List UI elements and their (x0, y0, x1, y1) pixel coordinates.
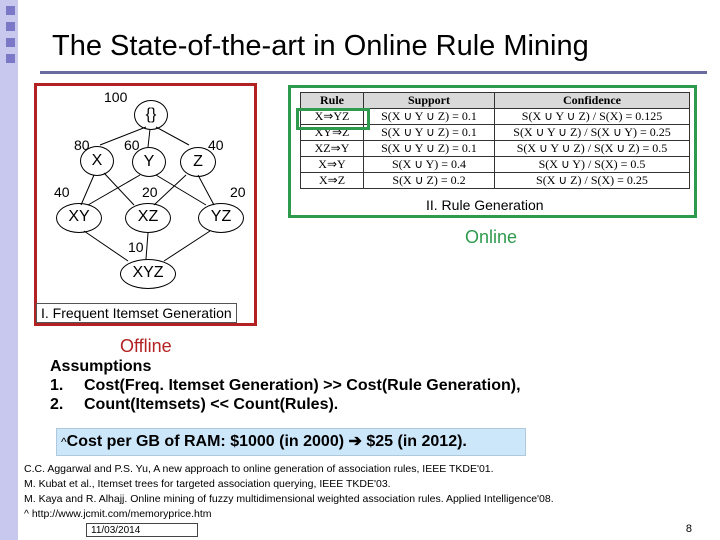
count-root: 100 (104, 89, 128, 105)
footer-date: 11/03/2014 (86, 523, 198, 537)
edge-x-xy (81, 175, 94, 205)
table-row (301, 141, 690, 157)
count-x: 80 (74, 137, 90, 153)
sidebar-decoration (0, 0, 18, 540)
assumption-number: 2. (50, 396, 64, 413)
edge-y-xy (88, 175, 140, 205)
footnote-marker: ^ (61, 435, 67, 449)
edge-x-xz (104, 173, 134, 205)
table-row (301, 173, 690, 189)
node-z-label: Z (193, 153, 203, 170)
count-xy: 40 (54, 184, 70, 200)
reference-item: M. Kaya and R. Alhajj. Online mining of fuzzy multidimensional weighted association rules. Applied Intelligence'08. (24, 493, 554, 505)
sidebar-square (6, 6, 15, 15)
rule-cell: X⇒Z (301, 173, 364, 189)
col-header-confidence: Confidence (495, 93, 690, 109)
support-cell: S(X ∪ Y) = 0.4 (364, 157, 495, 173)
references (24, 462, 554, 522)
rule-cell: XY⇒Z (301, 125, 364, 141)
rule-cell: X⇒Y (301, 157, 364, 173)
edge-xy-xyz (84, 231, 128, 261)
edge-root-z (156, 127, 189, 145)
node-x-label: X (91, 152, 103, 169)
support-cell: S(X ∪ Y ∪ Z) = 0.1 (364, 109, 495, 125)
offline-label: Offline (120, 336, 172, 356)
online-label: Online (465, 227, 518, 247)
reference-item: ^ http://www.jcmit.com/memoryprice.htm (24, 508, 212, 520)
col-header-rule: Rule (301, 93, 364, 109)
col-header-support: Support (364, 93, 495, 109)
support-cell: S(X ∪ Z) = 0.2 (364, 173, 495, 189)
confidence-cell: S(X ∪ Z) / S(X) = 0.25 (495, 173, 690, 189)
cost-text: Cost per GB of RAM: $1000 (in 2000) (66, 433, 345, 450)
rule-cell: XZ⇒Y (301, 141, 364, 157)
slide-title: The State-of-the-art in Online Rule Mining (52, 30, 589, 62)
rules-table (300, 92, 690, 189)
sidebar-square (6, 38, 15, 47)
arrow-right-icon: ➔ (348, 433, 362, 450)
edge-xz-xyz (146, 233, 148, 259)
node-xyz-label: XYZ (132, 264, 164, 281)
sidebar-square (6, 54, 15, 63)
rule-caption: II. Rule Generation (426, 197, 544, 213)
support-cell: S(X ∪ Y ∪ Z) = 0.1 (364, 125, 495, 141)
table-row (301, 157, 690, 173)
support-cell: S(X ∪ Y ∪ Z) = 0.1 (364, 141, 495, 157)
edge-yz-xyz (164, 231, 210, 261)
count-z: 40 (208, 137, 224, 153)
assumption-item (50, 376, 521, 395)
ram-cost-note (56, 428, 526, 456)
title-underline (40, 71, 707, 74)
count-xz: 20 (142, 184, 158, 200)
confidence-cell: S(X ∪ Y) / S(X) = 0.5 (495, 157, 690, 173)
cost-text-2012: $25 (in 2012). (366, 433, 467, 450)
confidence-cell: S(X ∪ Y ∪ Z) / S(X) = 0.125 (495, 109, 690, 125)
node-root-label: {} (145, 106, 157, 123)
count-yz: 20 (230, 184, 246, 200)
assumptions-block (50, 357, 521, 414)
table-header-row (301, 93, 690, 109)
assumption-text: Count(Itemsets) << Count(Rules). (84, 396, 339, 413)
count-xyz: 10 (128, 239, 144, 255)
confidence-cell: S(X ∪ Y ∪ Z) / S(X ∪ Z) = 0.5 (495, 141, 690, 157)
page-number: 8 (685, 523, 692, 535)
assumptions-heading: Assumptions (50, 358, 152, 375)
assumption-item (50, 395, 521, 414)
node-xz-label: XZ (137, 208, 159, 225)
edge-z-yz (198, 175, 214, 205)
node-y-label: Y (143, 153, 155, 170)
rule-cell: X⇒YZ (301, 109, 364, 125)
confidence-cell: S(X ∪ Y ∪ Z) / S(X ∪ Y) = 0.25 (495, 125, 690, 141)
assumption-number: 1. (50, 377, 64, 394)
assumption-text: Cost(Freq. Itemset Generation) >> Cost(Rule Generation), (84, 377, 521, 394)
edge-root-y (148, 129, 150, 147)
reference-item: C.C. Aggarwal and P.S. Yu, A new approach to online generation of association rules, IEEE TKDE'01. (24, 463, 494, 475)
node-xy-label: XY (68, 208, 90, 225)
count-y: 60 (124, 137, 140, 153)
lattice-caption: I. Frequent Itemset Generation (36, 303, 237, 323)
reference-item: M. Kubat et al., Itemset trees for targeted association querying, IEEE TKDE'03. (24, 478, 391, 490)
highlight-first-rule (296, 108, 370, 130)
node-yz-label: YZ (210, 208, 232, 225)
sidebar-square (6, 22, 15, 31)
